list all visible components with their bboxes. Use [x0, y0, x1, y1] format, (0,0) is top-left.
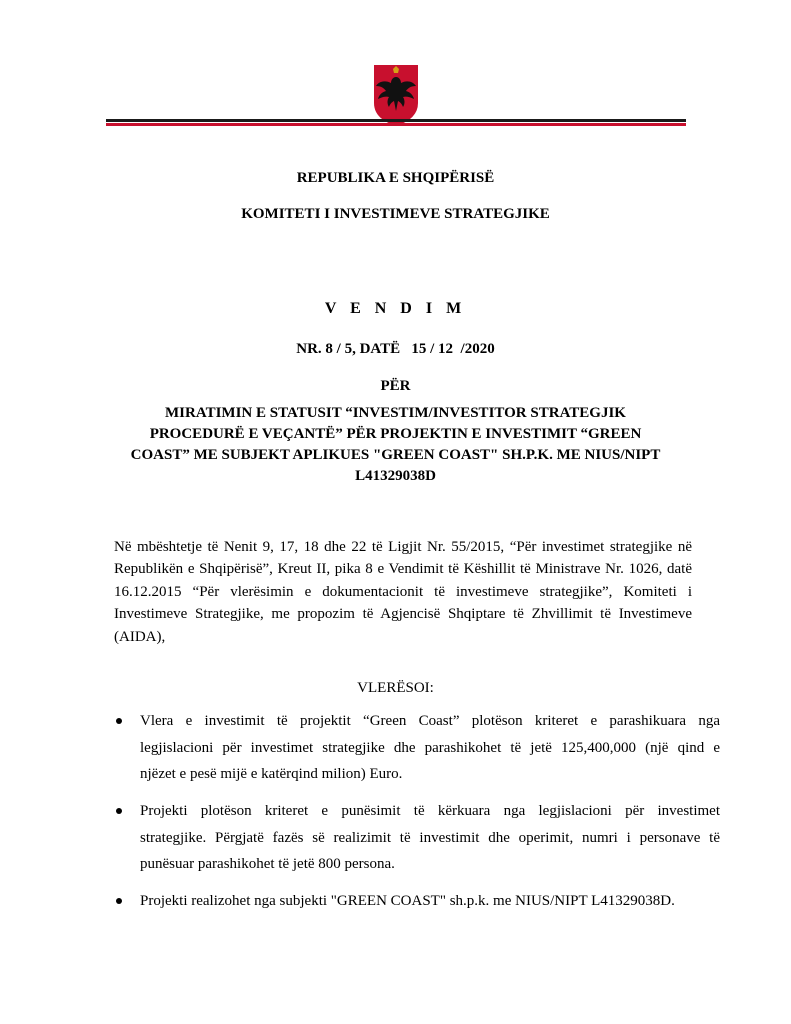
bullet-icon — [116, 718, 122, 724]
paragraph-line: Investimeve Strategjike, me propozim të Agjencisë Shqiptare të Zhvillimit të Investimeve — [114, 606, 692, 623]
list-item-line: legjislacioni për investimet strategjike dhe parashikohet të jetë 125,400,000 (një qind e — [140, 739, 720, 756]
list-item-line: Projekti realizohet nga subjekti "GREEN COAST" sh.p.k. me NIUS/NIPT L41329038D. — [140, 893, 675, 909]
paragraph-line: Në mbështetje të Nenit 9, 17, 18 dhe 22 të Ligjit Nr. 55/2015, “Për investimet strategjike në — [114, 539, 692, 555]
decision-heading: V E N D I M — [324, 300, 467, 317]
decision-number: NR. 8 / 5, DATË 15 / 12 /2020 — [296, 341, 495, 357]
country-heading: REPUBLIKA E SHQIPËRISË — [296, 170, 495, 186]
paragraph-line: (AIDA), — [114, 628, 166, 645]
committee-heading: KOMITETI I INVESTIMEVE STRATEGJIKE — [241, 206, 550, 222]
title-line: PROCEDURË E VEÇANTË” PËR PROJEKTIN E INVESTIMIT “GREEN — [149, 426, 642, 442]
decision-title — [100, 403, 691, 487]
title-line: COAST” ME SUBJEKT APLIKUES "GREEN COAST" SH.P.K. ME NIUS/NIPT — [130, 447, 661, 463]
paragraph-line: 16.12.2015 “Për vlerësimin e dokumentacionit të investimeve strategjike”, Komiteti i — [114, 583, 692, 600]
bullet-icon — [116, 808, 122, 814]
bullet-icon — [116, 898, 122, 904]
title-line: L41329038D — [355, 468, 436, 484]
paragraph-line: Republikën e Shqipërisë”, Kreut II, pika 8 e Vendimit të Këshillit të Ministrave Nr. 1026, datë — [114, 561, 692, 578]
list-item-line: njëzet e pesë mijë e katërqind milion) Euro. — [140, 766, 403, 782]
list-item-line: Vlera e investimit të projektit “Green Coast” plotëson kriteret e parashikuara nga — [140, 713, 720, 729]
albanian-coat-of-arms-icon — [372, 63, 420, 127]
preamble-paragraph — [114, 536, 692, 648]
assessment-heading: VLERËSOI: — [357, 680, 434, 696]
list-item — [114, 708, 720, 788]
title-line: MIRATIMIN E STATUSIT “INVESTIM/INVESTITOR STRATEGJIK — [165, 405, 626, 421]
list-item-line: Projekti plotëson kriteret e punësimit të kërkuara nga legjislacioni për investimet — [140, 803, 720, 819]
header-rule-red — [106, 123, 686, 126]
list-item — [114, 798, 720, 878]
list-item-line: strategjike. Përgjatë fazës së realizimit të investimit dhe operimit, numri i personave të — [140, 829, 720, 846]
header-rule-dark — [106, 119, 686, 122]
list-item — [114, 888, 720, 915]
per-heading: PËR — [380, 378, 411, 394]
list-item-line: punësuar parashikohet të jetë 800 persona. — [140, 856, 395, 872]
